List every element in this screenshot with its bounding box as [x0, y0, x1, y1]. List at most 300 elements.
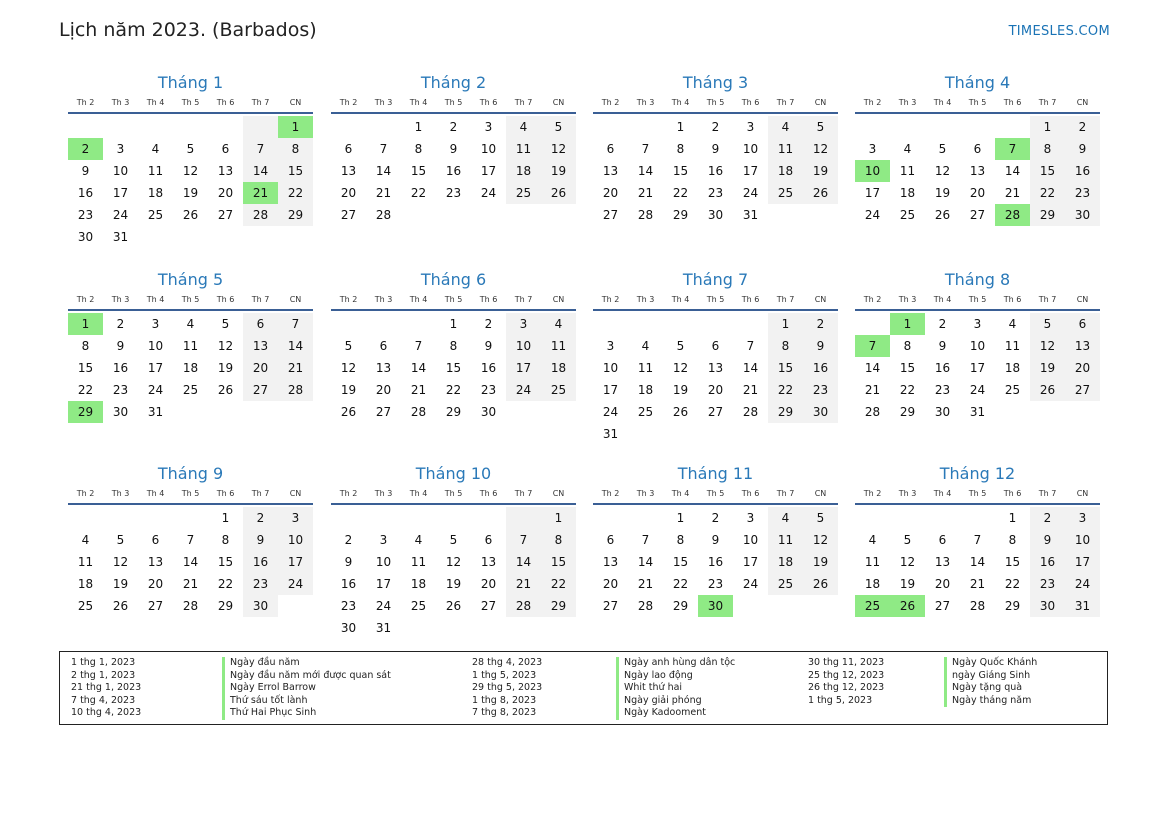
month-name: Tháng 5: [157, 270, 224, 289]
weekday-label: Th 4: [933, 489, 952, 498]
day-cell: 9: [711, 533, 720, 547]
day-cell: 25: [147, 208, 164, 222]
day-cell: 28: [864, 405, 881, 419]
month-name: Tháng 8: [944, 270, 1011, 289]
day-cell: 8: [541, 529, 576, 551]
day-cell: 7: [186, 533, 195, 547]
holiday-legend: [59, 651, 1108, 725]
day-grid: [593, 313, 838, 445]
weekday-header: [593, 292, 838, 307]
day-cell: 16: [1030, 551, 1065, 573]
day-cell: 28: [243, 204, 278, 226]
day-cell: 19: [899, 577, 916, 591]
day-cell: 22: [77, 383, 94, 397]
weekday-label: Th 2: [863, 295, 882, 304]
weekday-label: Th 5: [968, 489, 987, 498]
month-divider: [331, 112, 576, 114]
day-cell: 29: [768, 401, 803, 423]
day-cell: 30: [803, 401, 838, 423]
day-cell: 21: [742, 383, 759, 397]
day-cell: 24: [742, 577, 759, 591]
day-cell: 20: [480, 577, 497, 591]
weekday-label: Th 3: [111, 295, 130, 304]
day-cell: 25: [768, 182, 803, 204]
weekday-label: Th 5: [968, 295, 987, 304]
day-cell: 4: [868, 533, 877, 547]
day-cell: 15: [672, 164, 689, 178]
day-cell: 23: [340, 599, 357, 613]
day-cell: 30: [1065, 204, 1100, 226]
day-cell: 24: [375, 599, 392, 613]
legend-holiday-name: Ngày Errol Barrow: [222, 682, 391, 695]
day-grid: [593, 507, 838, 617]
weekday-label: Th 3: [636, 98, 655, 107]
day-cell: 21: [278, 357, 313, 379]
month-divider: [68, 309, 313, 311]
day-cell: 6: [484, 533, 493, 547]
weekday-label: Th 7: [776, 489, 795, 498]
day-cell: 13: [602, 164, 619, 178]
day-cell: 15: [410, 164, 427, 178]
day-cell: 9: [116, 339, 125, 353]
day-cell: 5: [541, 116, 576, 138]
day-cell: 9: [938, 339, 947, 353]
day-cell: 4: [768, 507, 803, 529]
weekday-label: Th 5: [706, 489, 725, 498]
day-grid: [331, 313, 576, 423]
day-cell: 12: [182, 164, 199, 178]
day-cell: 3: [606, 339, 615, 353]
day-cell: 15: [1004, 555, 1021, 569]
weekday-label: CN: [552, 98, 565, 107]
day-cell: 19: [340, 383, 357, 397]
day-cell: 25: [77, 599, 94, 613]
day-cell: 19: [1030, 357, 1065, 379]
day-cell: 27: [147, 599, 164, 613]
weekday-label: Th 5: [444, 98, 463, 107]
day-cell: 6: [1065, 313, 1100, 335]
day-cell: 5: [676, 339, 685, 353]
day-cell: 16: [243, 551, 278, 573]
month-name: Tháng 7: [682, 270, 749, 289]
day-cell: 3: [278, 507, 313, 529]
day-cell: 23: [480, 383, 497, 397]
weekday-label: Th 6: [741, 98, 760, 107]
day-cell: 6: [711, 339, 720, 353]
day-cell: 17: [506, 357, 541, 379]
legend-date: 2 thg 1, 2023: [71, 669, 136, 681]
legend-date: 1 thg 8, 2023: [472, 694, 537, 706]
day-cell: 18: [77, 577, 94, 591]
day-cell: 9: [1030, 529, 1065, 551]
day-cell: 5: [116, 533, 125, 547]
weekday-label: Th 2: [601, 295, 620, 304]
empty-cell: [925, 507, 960, 529]
day-cell: 27: [969, 208, 986, 222]
day-cell: 16: [340, 577, 357, 591]
month-divider: [855, 503, 1100, 505]
day-cell: 26: [217, 383, 234, 397]
day-cell: 23: [445, 186, 462, 200]
empty-cell: [68, 116, 103, 138]
day-cell: 29: [445, 405, 462, 419]
empty-cell: [366, 507, 401, 529]
day-cell: 7: [973, 533, 982, 547]
day-cell: 4: [186, 317, 195, 331]
weekday-label: Th 2: [339, 98, 358, 107]
day-cell: 16: [707, 164, 724, 178]
weekday-label: Th 7: [251, 295, 270, 304]
day-cell: 19: [541, 160, 576, 182]
day-cell: 11: [768, 529, 803, 551]
day-cell: 18: [410, 577, 427, 591]
day-cell: 18: [147, 186, 164, 200]
day-cell: 10: [969, 339, 986, 353]
day-cell: 23: [707, 577, 724, 591]
day-cell: 29: [899, 405, 916, 419]
day-cell: 28: [637, 599, 654, 613]
weekday-label: CN: [289, 98, 302, 107]
day-cell: 1: [541, 507, 576, 529]
month-divider: [593, 309, 838, 311]
day-cell: 27: [217, 208, 234, 222]
day-cell: 22: [672, 577, 689, 591]
day-cell: 14: [243, 160, 278, 182]
day-cell: 20: [602, 577, 619, 591]
month-name: Tháng 1: [157, 73, 224, 92]
day-cell: 18: [864, 577, 881, 591]
day-cell: 14: [375, 164, 392, 178]
day-cell: 20: [340, 186, 357, 200]
empty-cell: [68, 507, 103, 529]
legend-holiday-name: Ngày lao động: [616, 670, 735, 683]
day-grid: [68, 313, 313, 423]
day-cell: 2: [803, 313, 838, 335]
day-cell: 4: [903, 142, 912, 156]
day-cell: 12: [445, 555, 462, 569]
holiday-day-cell: 21: [243, 182, 278, 204]
weekday-header: [855, 95, 1100, 110]
day-cell: 15: [899, 361, 916, 375]
empty-cell: [628, 507, 663, 529]
holiday-day-cell: 2: [68, 138, 103, 160]
day-cell: 20: [217, 186, 234, 200]
day-cell: 7: [641, 142, 650, 156]
day-cell: 8: [768, 335, 803, 357]
day-cell: 9: [803, 335, 838, 357]
day-cell: 31: [602, 427, 619, 441]
day-cell: 10: [742, 533, 759, 547]
weekday-header: [855, 292, 1100, 307]
weekday-label: CN: [814, 98, 827, 107]
weekday-label: Th 3: [374, 98, 393, 107]
day-cell: 28: [375, 208, 392, 222]
day-cell: 8: [676, 142, 685, 156]
day-cell: 25: [768, 573, 803, 595]
day-cell: 17: [112, 186, 129, 200]
day-cell: 6: [221, 142, 230, 156]
month-block: [68, 270, 313, 423]
day-cell: 18: [637, 383, 654, 397]
day-cell: 4: [81, 533, 90, 547]
month-block: [855, 73, 1100, 226]
day-cell: 31: [742, 208, 759, 222]
day-cell: 21: [506, 573, 541, 595]
weekday-label: Th 2: [601, 489, 620, 498]
empty-cell: [401, 507, 436, 529]
legend-holiday-name: Ngày anh hùng dân tộc: [616, 657, 735, 670]
month-name: Tháng 9: [157, 464, 224, 483]
weekday-label: Th 3: [374, 489, 393, 498]
empty-cell: [890, 116, 925, 138]
month-block: [593, 464, 838, 617]
legend-date: 10 thg 4, 2023: [71, 707, 142, 718]
weekday-label: Th 2: [339, 489, 358, 498]
day-cell: 26: [112, 599, 129, 613]
legend-date: 21 thg 1, 2023: [71, 682, 142, 693]
day-cell: 3: [151, 317, 160, 331]
weekday-label: Th 3: [636, 489, 655, 498]
empty-cell: [506, 507, 541, 529]
day-cell: 31: [1065, 595, 1100, 617]
day-cell: 26: [182, 208, 199, 222]
day-cell: 23: [707, 186, 724, 200]
day-cell: 25: [182, 383, 199, 397]
day-cell: 11: [77, 555, 94, 569]
day-cell: 10: [278, 529, 313, 551]
weekday-label: Th 5: [181, 98, 200, 107]
legend-holiday-name: Ngày đầu năm mới được quan sát: [222, 670, 391, 683]
holiday-day-cell: 1: [68, 313, 103, 335]
day-cell: 25: [541, 379, 576, 401]
day-cell: 23: [112, 383, 129, 397]
weekday-label: Th 3: [374, 295, 393, 304]
day-cell: 17: [278, 551, 313, 573]
weekday-label: Th 7: [514, 295, 533, 304]
empty-cell: [173, 507, 208, 529]
empty-cell: [173, 116, 208, 138]
empty-cell: [138, 507, 173, 529]
weekday-label: Th 6: [479, 489, 498, 498]
empty-cell: [208, 116, 243, 138]
weekday-label: Th 3: [898, 489, 917, 498]
day-cell: 8: [221, 533, 230, 547]
legend-date: 7 thg 8, 2023: [472, 707, 537, 718]
day-cell: 29: [217, 599, 234, 613]
day-cell: 28: [410, 405, 427, 419]
legend-date: 1 thg 1, 2023: [71, 657, 136, 668]
day-cell: 31: [112, 230, 129, 244]
day-cell: 20: [707, 383, 724, 397]
empty-cell: [243, 116, 278, 138]
day-cell: 2: [243, 507, 278, 529]
empty-cell: [960, 116, 995, 138]
day-cell: 13: [243, 335, 278, 357]
weekday-label: Th 2: [76, 295, 95, 304]
day-cell: 8: [903, 339, 912, 353]
day-cell: 30: [112, 405, 129, 419]
day-cell: 26: [340, 405, 357, 419]
day-cell: 3: [868, 142, 877, 156]
empty-cell: [401, 313, 436, 335]
weekday-label: Th 2: [863, 98, 882, 107]
day-cell: 20: [934, 577, 951, 591]
day-cell: 24: [147, 383, 164, 397]
weekday-label: CN: [814, 295, 827, 304]
day-cell: 19: [934, 186, 951, 200]
day-cell: 20: [243, 357, 278, 379]
weekday-label: Th 5: [181, 489, 200, 498]
day-cell: 8: [414, 142, 423, 156]
month-name: Tháng 4: [944, 73, 1011, 92]
month-block: [593, 73, 838, 226]
weekday-label: Th 4: [146, 489, 165, 498]
weekday-header: [855, 486, 1100, 501]
day-cell: 14: [506, 551, 541, 573]
weekday-label: Th 5: [706, 98, 725, 107]
empty-cell: [366, 313, 401, 335]
legend-holiday-name: Thứ sáu tốt lành: [222, 695, 391, 708]
day-grid: [855, 313, 1100, 423]
weekday-label: Th 4: [671, 98, 690, 107]
day-cell: 24: [864, 208, 881, 222]
site-link[interactable]: TIMESLES.COM: [1008, 24, 1110, 39]
empty-cell: [995, 116, 1030, 138]
month-divider: [68, 112, 313, 114]
day-cell: 27: [934, 599, 951, 613]
day-cell: 24: [602, 405, 619, 419]
month-block: [331, 464, 576, 639]
holiday-day-cell: 29: [68, 401, 103, 423]
holiday-day-cell: 26: [890, 595, 925, 617]
day-cell: 10: [506, 335, 541, 357]
day-cell: 15: [768, 357, 803, 379]
day-cell: 10: [480, 142, 497, 156]
day-cell: 13: [1065, 335, 1100, 357]
weekday-label: Th 2: [76, 98, 95, 107]
day-cell: 21: [864, 383, 881, 397]
weekday-label: Th 4: [933, 98, 952, 107]
day-cell: 19: [803, 551, 838, 573]
weekday-header: [68, 292, 313, 307]
empty-cell: [698, 313, 733, 335]
day-cell: 14: [864, 361, 881, 375]
legend-holiday-name: Ngày tặng quà: [944, 682, 1037, 695]
month-name: Tháng 6: [420, 270, 487, 289]
day-cell: 18: [768, 160, 803, 182]
day-cell: 1: [221, 511, 230, 525]
day-cell: 25: [410, 599, 427, 613]
legend-holiday-name: Thứ Hai Phục Sinh: [222, 707, 391, 720]
day-cell: 14: [410, 361, 427, 375]
month-block: [855, 270, 1100, 423]
day-cell: 9: [449, 142, 458, 156]
legend-date: 26 thg 12, 2023: [808, 682, 885, 693]
empty-cell: [103, 507, 138, 529]
month-block: [68, 73, 313, 248]
legend-holiday-name: Ngày đầu năm: [222, 657, 391, 670]
day-cell: 11: [899, 164, 916, 178]
day-cell: 24: [278, 573, 313, 595]
weekday-label: Th 6: [1003, 489, 1022, 498]
day-cell: 8: [278, 138, 313, 160]
weekday-label: CN: [552, 489, 565, 498]
weekday-label: Th 7: [251, 489, 270, 498]
day-cell: 19: [445, 577, 462, 591]
weekday-label: Th 7: [514, 98, 533, 107]
day-cell: 13: [375, 361, 392, 375]
day-cell: 17: [1065, 551, 1100, 573]
day-cell: 30: [934, 405, 951, 419]
day-cell: 10: [112, 164, 129, 178]
weekday-header: [68, 95, 313, 110]
weekday-label: Th 4: [409, 489, 428, 498]
weekday-label: Th 5: [181, 295, 200, 304]
day-cell: 8: [676, 533, 685, 547]
day-cell: 29: [672, 599, 689, 613]
day-cell: 13: [934, 555, 951, 569]
empty-cell: [471, 507, 506, 529]
weekday-label: Th 7: [1038, 295, 1057, 304]
day-cell: 14: [969, 555, 986, 569]
month-divider: [331, 503, 576, 505]
day-cell: 24: [480, 186, 497, 200]
day-cell: 13: [340, 164, 357, 178]
day-cell: 15: [217, 555, 234, 569]
day-cell: 10: [742, 142, 759, 156]
month-divider: [68, 503, 313, 505]
day-cell: 6: [344, 142, 353, 156]
weekday-label: CN: [552, 295, 565, 304]
weekday-label: Th 6: [741, 489, 760, 498]
day-cell: 10: [147, 339, 164, 353]
day-cell: 5: [938, 142, 947, 156]
day-cell: 20: [147, 577, 164, 591]
day-cell: 3: [746, 511, 755, 525]
day-cell: 28: [969, 599, 986, 613]
empty-cell: [925, 116, 960, 138]
day-cell: 17: [864, 186, 881, 200]
day-cell: 8: [1008, 533, 1017, 547]
day-cell: 6: [606, 142, 615, 156]
holiday-day-cell: 1: [890, 313, 925, 335]
day-cell: 28: [506, 595, 541, 617]
day-cell: 4: [1008, 317, 1017, 331]
day-cell: 29: [1030, 204, 1065, 226]
empty-cell: [593, 313, 628, 335]
day-cell: 3: [116, 142, 125, 156]
day-cell: 30: [77, 230, 94, 244]
day-cell: 14: [278, 335, 313, 357]
day-cell: 7: [379, 142, 388, 156]
day-cell: 23: [243, 573, 278, 595]
weekday-label: Th 3: [898, 98, 917, 107]
day-cell: 6: [606, 533, 615, 547]
day-cell: 11: [864, 555, 881, 569]
empty-cell: [733, 313, 768, 335]
day-cell: 7: [506, 529, 541, 551]
day-cell: 9: [711, 142, 720, 156]
day-cell: 9: [484, 339, 493, 353]
day-cell: 20: [602, 186, 619, 200]
day-cell: 24: [506, 379, 541, 401]
holiday-day-cell: 7: [855, 335, 890, 357]
day-cell: 6: [973, 142, 982, 156]
month-divider: [855, 309, 1100, 311]
day-cell: 5: [344, 339, 353, 353]
day-cell: 17: [375, 577, 392, 591]
day-cell: 27: [243, 379, 278, 401]
